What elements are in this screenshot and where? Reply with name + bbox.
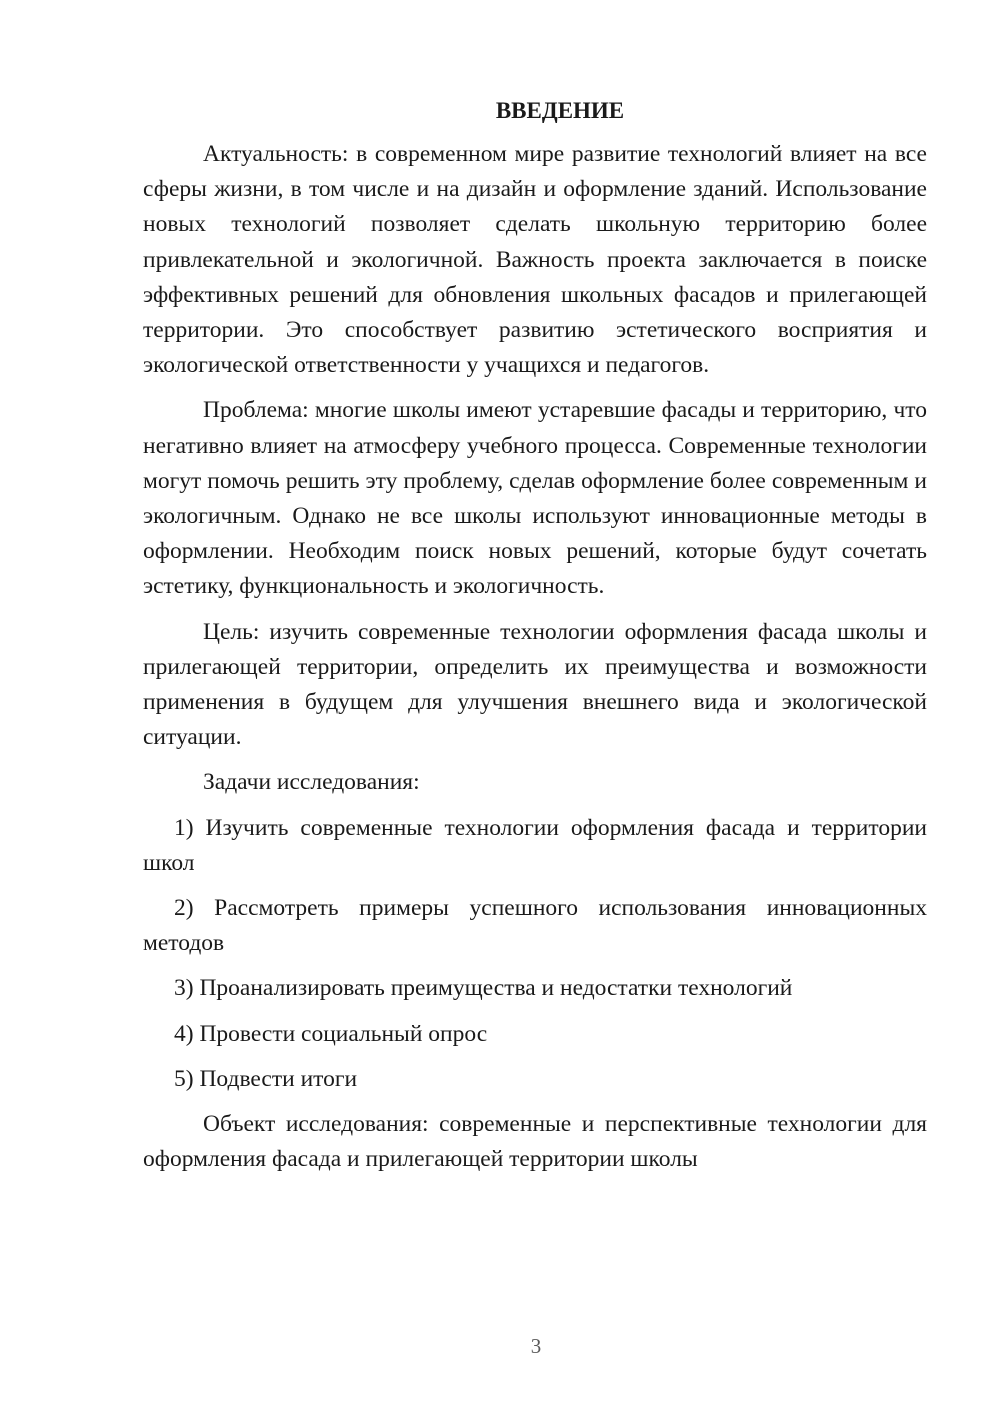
page-title: ВВЕДЕНИЕ [495,98,625,123]
tasks-heading: Задачи исследования: [203,769,420,796]
task-item: 1) Изучить современные технологии оформления фасада и территории школ [143,814,927,876]
paragraph-goal: Цель: изучить современные технологии оформления фасада школы и прилегающей территории, определить их преимущества и возможности применения в будущем для улучшения внешнего вида и экологической ситуации. [143,618,927,751]
task-list [143,811,927,1097]
task-item: 4) Провести социальный опрос [174,1020,488,1047]
page-number: 3 [530,1334,542,1358]
task-item: 5) Подвести итоги [174,1065,358,1092]
paragraph-object: Объект исследования: современные и перспективные технологии для оформления фасада и прилегающей территории школы [143,1111,927,1173]
paragraph-problem: Проблема: многие школы имеют устаревшие фасады и территорию, что негативно влияет на атмосферу учебного процесса. Современные технологии могут помочь решить эту проблему, сделав оформление более современным и экологичным. Однако не все школы используют инновационные методы в оформлении. Необходим поиск новых решений, которые будут сочетать эстетику, функциональность и экологичность. [143,397,927,600]
paragraph-relevance: Актуальность: в современном мире развитие технологий влияет на все сферы жизни, в том числе и на дизайн и оформление зданий. Использование новых технологий позволяет сделать школьную территорию более привлекательной и экологичной. Важность проекта заключается в поиске эффективных решений для обновления школьных фасадов и прилегающей территории. Это способствует развитию эстетического восприятия и экологической ответственности у учащихся и педагогов. [143,141,927,379]
document-body [143,93,927,1187]
task-item: 3) Проанализировать преимущества и недостатки технологий [174,975,793,1002]
task-item: 2) Рассмотреть примеры успешного использования инновационных методов [143,895,927,957]
